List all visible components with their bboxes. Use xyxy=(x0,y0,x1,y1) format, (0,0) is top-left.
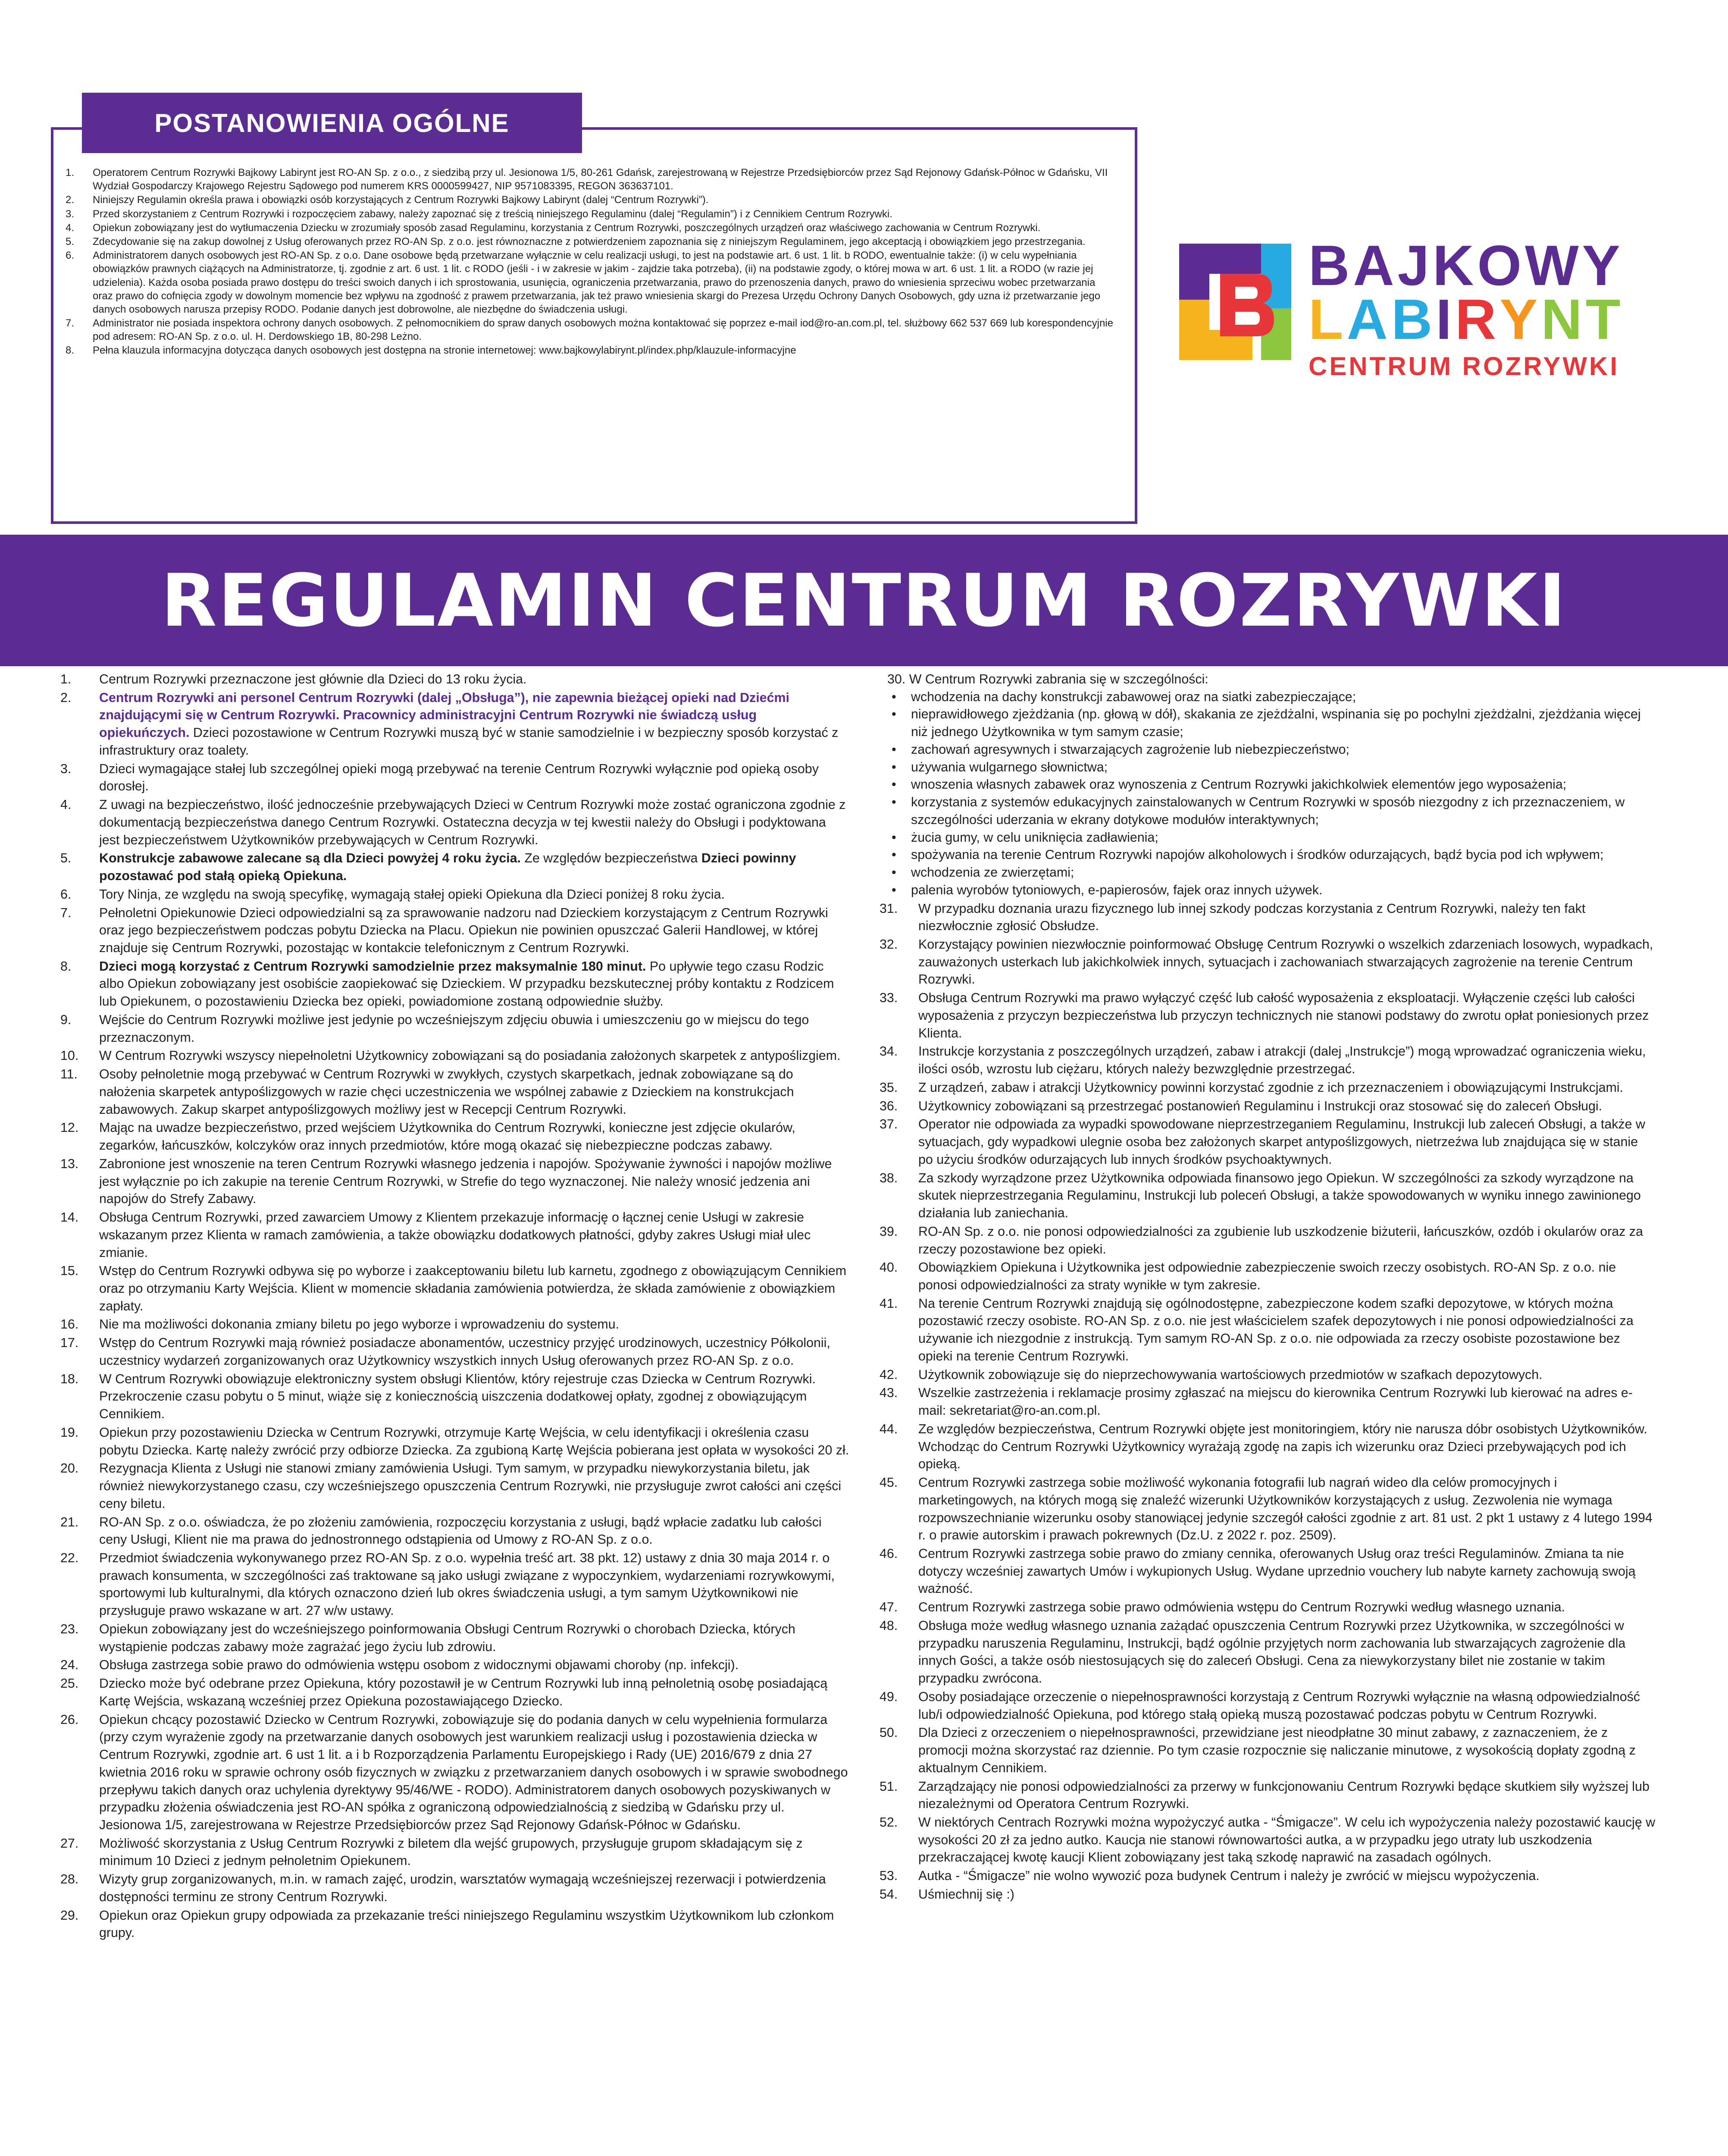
rule-text: RO-AN Sp. z o.o. oświadcza, że po złożeniu zamówienia, rozpoczęciu korzystania z usługi, bądź wpłacie zadatku lub całości ceny Usługi, Klient nie ma prawa do jednostronnego odstąpienia od Umowy z RO-AN Sp. z o.o. xyxy=(99,1514,822,1547)
rule-number: 46. xyxy=(880,1546,898,1561)
rule-text: Wszelkie zastrzeżenia i reklamacje prosimy zgłaszać na miejscu do kierownika Centrum Rozrywki lub kierować na adres e-mail: sekretariat@ro-an.com.pl. xyxy=(918,1385,1633,1418)
rule-text: W niektórych Centrach Rozrywki można wypożyczyć autka - “Śmigacze”. W celu ich wypożyczenia należy pozostawić kaucję w wysokości 20 zł za jedno autko. Kaucja nie stanowi równowartości autka, a w przypadku jego utraty lub uszkodzenia przekraczającej kwotę kaucji Klient zobowiązany jest taką szkodę naprawić na zasadach ogólnych. xyxy=(918,1815,1656,1865)
rule-item xyxy=(60,886,849,903)
rule-number: 40. xyxy=(880,1260,898,1275)
general-provision-item xyxy=(56,235,1117,248)
rule-item xyxy=(880,1079,1656,1097)
rule-item xyxy=(60,1514,849,1548)
rule-item xyxy=(880,1420,1656,1473)
rule-item xyxy=(880,1778,1656,1813)
rule-text: Użytkownicy zobowiązani są przestrzegać postanowień Regulaminu i Instrukcji oraz stosować się do zaleceń Obsługi. xyxy=(918,1098,1603,1113)
bullet-icon: • xyxy=(892,882,896,897)
rule-item xyxy=(880,1097,1656,1115)
rule-number: 38. xyxy=(880,1170,898,1185)
rule-number: 36. xyxy=(880,1098,898,1113)
prohibition-text: palenia wyrobów tytoniowych, e-papierosów, fajek oraz innych używek. xyxy=(911,882,1323,897)
rule-text: Możliwość skorzystania z Usług Centrum Rozrywki z biletem dla wejść grupowych, przysługuje grupom składającym się z minimum 10 Dzieci z jednym pełnoletnim Opiekunem. xyxy=(99,1836,803,1868)
rule-number: 45. xyxy=(880,1475,898,1490)
rule-text: Zabronione jest wnoszenie na teren Centrum Rozrywki własnego jedzenia i napojów. Spożywanie żywności i napojów możliwe jest wyłącznie po ich zakupie na terenie Centrum Rozrywki, w Strefie do tego wyznaczonej. Nie należy wnosić jedzenia ani napojów do Strefy Zabawy. xyxy=(99,1156,832,1206)
logo-letter: R xyxy=(1455,288,1500,351)
rule-number: 5. xyxy=(60,851,72,866)
rule-text: Dzieci mogą korzystać z Centrum Rozrywki samodzielnie przez maksymalnie 180 minut. xyxy=(99,959,646,974)
bullet-icon: • xyxy=(892,707,896,722)
rules-left-column xyxy=(60,671,849,1943)
prohibition-text: zachowań agresywnych i stwarzających zagrożenie lub niebezpieczeństwo; xyxy=(911,742,1349,757)
rule-text: Centrum Rozrywki ani personel Centrum Rozrywki (dalej „Obsługa”), nie zapewnia bieżącej opieki nad Dziećmi znajdującymi się w Centrum Rozrywki. Pracownicy administracyjni Centrum Rozrywki nie świadczą usług opiekuńczych. xyxy=(99,690,789,740)
general-provisions-heading: POSTANOWIENIA OGÓLNE xyxy=(82,93,582,153)
rule-text: Konstrukcje zabawowe zalecane są dla Dzieci powyżej 4 roku życia. xyxy=(99,851,521,866)
rule-number: 17. xyxy=(60,1335,79,1351)
rule-item xyxy=(880,1545,1656,1598)
rule-item xyxy=(60,1209,849,1261)
rule-item xyxy=(60,1262,849,1315)
logo-letter: I xyxy=(1436,288,1455,351)
rule-text: Opiekun chcący pozostawić Dziecko w Centrum Rozrywki, zobowiązuje się do podania danych w celu wypełnienia formularza (przy czym wyrażenie zgody na przetwarzanie danych osobowych jest warunkiem realizacji usług i pozostawienia dziecka w Centrum Rozrywki, zgodnie art. 6 ust 1 lit. a i b Rozporządzenia Parlamentu Europejskiego i Rady (UE) 2016/679 z dnia 27 kwietnia 2016 roku w sprawie ochrony osób fizycznych w związku z przetwarzaniem danych osobowych i w sprawie swobodnego przepływu takich danych oraz uchylenia dyrektywy 95/46/WE - RODO). Administratorem danych osobowych pozyskiwanych w przypadku złożenia oświadczenia jest RO-AN spółka z ograniczoną odpowiedzialnością z siedzibą w Gdańsku przy ul. Jesionowa 1/5, zarejestrowana w Rejestrze Przedsiębiorców przez Sąd Rejonowy Gdańsk-Północ w Gdańsku. xyxy=(99,1712,848,1832)
logo-letter: L xyxy=(1309,288,1347,351)
rule-text: Na terenie Centrum Rozrywki znajdują się ogólnodostępne, zabezpieczone kodem szafki depozytowe, w których można pozostawić rzeczy osobiste. RO-AN Sp. z o.o. nie jest właścicielem szafek depozytowych i nie ponosi odpowiedzialności za używanie ich niezgodnie z instrukcją. Tym samym RO-AN Sp. z o.o. nie odpowiada za rzeczy osobiste pozostawione bez opieki na terenie Centrum Rozrywki. xyxy=(918,1296,1634,1363)
rule-text: Po upływie tego czasu Rodzic albo Opiekun zobowiązany jest osobiście zaopiekować się Dzieckiem. W przypadku bezskutecznej próby kontaktu z Rodzicem lub Opiekunem, o pozostawieniu Dziecka bez opieki, powiadomione zostaną odpowiednie służby. xyxy=(99,959,834,1009)
rule-item xyxy=(60,958,849,1010)
rule-number: 41. xyxy=(880,1296,898,1311)
rule-number: 18. xyxy=(60,1371,79,1386)
rule-text: Ze względów bezpieczeństwa, Centrum Rozrywki objęte jest monitoringiem, który nie narusza dóbr osobistych Użytkowników. Wchodząc do Centrum Rozrywki Użytkownicy wyrażają zgodę na zapis ich wizerunku oraz Dzieci przebywających pod ich opieką. xyxy=(918,1421,1647,1472)
item-number: 7. xyxy=(66,317,75,329)
rule-item xyxy=(880,1886,1656,1903)
general-provision-item xyxy=(56,221,1117,235)
rule-text: W przypadku doznania urazu fizycznego lub innej szkody podczas korzystania z Centrum Rozrywki, należy ten fakt niezwłocznie zgłosić Obsłudze. xyxy=(918,901,1586,934)
prohibition-text: wnoszenia własnych zabawek oraz wynoszenia z Centrum Rozrywki jakichkolwiek elementów jego wyposażenia; xyxy=(911,777,1567,792)
item-number: 3. xyxy=(66,208,75,220)
item-text: Przed skorzystaniem z Centrum Rozrywki i rozpoczęciem zabawy, należy zapoznać się z treścią niniejszego Regulaminu (dalej “Regulamin”) i z Cennikiem Centrum Rozrywki. xyxy=(93,208,892,220)
prohibition-text: korzystania z systemów edukacyjnych zainstalowanych w Centrum Rozrywki w sposób niezgodny z ich przeznaczeniem, w szczególności uderzania w ekrany dotykowe modułów interaktywnych; xyxy=(911,795,1625,827)
rule-item xyxy=(880,1867,1656,1885)
general-provision-item xyxy=(56,249,1117,316)
rule-number: 14. xyxy=(60,1210,79,1225)
rule-number: 49. xyxy=(880,1689,898,1704)
rule-number: 19. xyxy=(60,1425,79,1440)
rule-text: Zarządzający nie ponosi odpowiedzialności za przerwy w funkcjonowaniu Centrum Rozrywki będące skutkiem siły wyższej lub niezależnymi od Operatora Centrum Rozrywki. xyxy=(918,1779,1650,1811)
page-title: REGULAMIN CENTRUM ROZRYWKI xyxy=(161,558,1567,643)
logo-word-centrum-rozrywki: CENTRUM ROZRYWKI xyxy=(1309,352,1620,381)
rule-item xyxy=(60,1460,849,1512)
prohibition-text: wchodzenia ze zwierzętami; xyxy=(911,865,1074,880)
rule-text: W Centrum Rozrywki wszyscy niepełnoletni Użytkownicy zobowiązani są do posiadania założonych skarpetek z antypoślizgiem. xyxy=(99,1048,841,1063)
rule-number: 7. xyxy=(60,905,72,920)
prohibition-text: wchodzenia na dachy konstrukcji zabawowej oraz na siatki zabezpieczające; xyxy=(911,689,1356,704)
rule-item xyxy=(60,1907,849,1942)
rule-text: Z uwagi na bezpieczeństwo, ilość jednocześnie przebywających Dzieci w Centrum Rozrywki może zostać ograniczona zgodnie z dokumentacją bezpieczeństwa danego Centrum Rozrywki. Ostateczna decyzja w tej kwestii należy do Obsługi i podyktowana jest bezpieczeństwem Użytkowników przebywających w Centrum Rozrywki. xyxy=(99,797,846,847)
rule-item xyxy=(880,1724,1656,1777)
rule-number: 39. xyxy=(880,1224,898,1239)
rule-text: Uśmiechnij się :) xyxy=(918,1887,1014,1902)
rule-item xyxy=(880,1474,1656,1544)
rule-item xyxy=(60,671,849,688)
rule-number: 44. xyxy=(880,1421,898,1436)
rule-item xyxy=(60,1549,849,1620)
prohibitions-list xyxy=(887,688,1656,899)
rule-number: 48. xyxy=(880,1618,898,1633)
bullet-icon: • xyxy=(892,759,896,774)
rule-item xyxy=(60,1119,849,1154)
logo-letter: N xyxy=(1541,288,1586,351)
rule-item xyxy=(60,796,849,849)
rule-item xyxy=(60,1047,849,1065)
rule-number: 32. xyxy=(880,937,898,952)
rule-item xyxy=(880,1688,1656,1723)
rule-text: Dzieci powinny pozostawać pod stałą opieką Opiekuna. xyxy=(99,851,796,884)
rule-item xyxy=(880,989,1656,1042)
rule-number: 33. xyxy=(880,990,898,1006)
rule-number: 21. xyxy=(60,1514,79,1529)
bullet-icon: • xyxy=(892,742,896,757)
rule-number: 34. xyxy=(880,1044,898,1059)
rule-item xyxy=(880,1295,1656,1365)
rule-number: 28. xyxy=(60,1872,79,1887)
bullet-icon: • xyxy=(892,795,896,810)
rule-number: 15. xyxy=(60,1263,79,1279)
rule-text: Mając na uwadze bezpieczeństwo, przed wejściem Użytkownika do Centrum Rozrywki, konieczne jest zdjęcie okularów, zegarków, łańcuszków, kolczyków oraz innych przedmiotów, które mogą okazać się niebezpieczne podczas zabawy. xyxy=(99,1120,795,1153)
general-provision-item xyxy=(56,193,1117,207)
rule-text: Dzieci wymagające stałej lub szczególnej opieki mogą przebywać na terenie Centrum Rozrywki wyłącznie pod opieką osoby dorosłej. xyxy=(99,761,819,794)
rule-text: Wejście do Centrum Rozrywki możliwe jest jedynie po wcześniejszym zdjęciu obuwia i umieszczeniu go w miejscu do tego przeznaczonym. xyxy=(99,1012,809,1045)
rule-item xyxy=(880,1043,1656,1078)
rule-text: Opiekun zobowiązany jest do wcześniejszego poinformowania Obsługi Centrum Rozrywki o chorobach Dziecka, których wystąpienie podczas zabawy może zagrażać jego życiu lub zdrowiu. xyxy=(99,1621,795,1654)
rule-text: Obsługa Centrum Rozrywki, przed zawarciem Umowy z Klientem przekazuje informację o łącznej cenie Usługi w zakresie wskazanym przez Klienta w ramach zamówienia, a także obowiązku dodatkowych płatności, gdyby zakres Usługi miał ulec zmianie. xyxy=(99,1210,811,1260)
rule-text: Korzystający powinien niezwłocznie poinformować Obsługę Centrum Rozrywki o wszelkich zdarzeniach losowych, wypadkach, zauważonych usterkach lub jakichkolwiek innych, sytuacjach i zachowaniach stwarzających zagrożenie na terenie Centrum Rozrywki. xyxy=(918,937,1653,987)
bullet-icon: • xyxy=(892,847,896,862)
rule-item xyxy=(880,1598,1656,1616)
logo-letter: Y xyxy=(1499,288,1541,351)
bullet-icon: • xyxy=(892,689,896,704)
rule-number: 24. xyxy=(60,1658,79,1673)
prohibitions-intro: 30. W Centrum Rozrywki zabrania się w szczególności: • wchodzenia na dachy konstrukcji zabawowej oraz na siatki zabezpieczające; • nieprawidłowego zjeżdżania (np. głową w dół), skakania ze zjeżdżalni, wspinania się po pochylni zjeżdżalni, zjeżdżania więcej niż jednego Użytkownika w tym samym czasie; • zachowań agresywnych i stwarzających zagrożenie lub niebezpieczeństwo; • używania wulgarnego słownictwa; • wnoszenia własnych zabawek oraz wynoszenia z Centrum Rozrywki jakichkolwiek elementów jego wyposażenia; • korzystania z systemów edukacyjnych zainstalowanych w Centrum Rozrywki w sposób niezgodny z ich przeznaczeniem, w szczególności uderzania w ekrany dotykowe modułów interaktywnych; • żucia gumy, w celu uniknięcia zadławienia; • spożywania na terenie Centrum Rozrywki napojów alkoholowych i środków odurzających, bądź bycia pod ich wpływem; • wchodzenia ze zwierzętami; • palenia wyrobów tytoniowych, e-papierosów, fajek oraz innych używek. xyxy=(880,671,1656,899)
item-number: 1. xyxy=(66,167,75,179)
item-text: Pełna klauzula informacyjna dotycząca danych osobowych jest dostępna na stronie internetowej: www.bajkowylabirynt.pl/index.php/klauzule-informacyjne xyxy=(93,345,796,357)
rule-number: 25. xyxy=(60,1676,79,1691)
rule-text: Tory Ninja, ze względu na swoją specyfikę, wymagają stałej opieki Opiekuna dla Dzieci poniżej 8 roku życia. xyxy=(99,887,725,902)
rule-text: RO-AN Sp. z o.o. nie ponosi odpowiedzialności za zgubienie lub uszkodzenie biżuterii, łańcuszków, ozdób i okularów oraz za rzeczy pozostawione bez opieki. xyxy=(918,1224,1643,1257)
prohibition-item xyxy=(887,846,1656,864)
rule-text: Autka - “Śmigacze” nie wolno wywozić poza budynek Centrum i należy je zwrócić w miejscu wypożyczenia. xyxy=(918,1868,1540,1883)
rule-number: 53. xyxy=(880,1868,898,1883)
rule-item xyxy=(60,904,849,957)
rule-number: 31. xyxy=(880,901,898,916)
rule-item xyxy=(60,1424,849,1459)
bullet-icon: • xyxy=(892,777,896,792)
rule-number: 16. xyxy=(60,1317,79,1332)
rule-item xyxy=(60,1835,849,1870)
rule-text: Obowiązkiem Opiekuna i Użytkownika jest odpowiednie zabezpieczenie swoich rzeczy osobistych. RO-AN Sp. z o.o. nie ponosi odpowiedzialności za straty wynikłe w tym zakresie. xyxy=(918,1260,1616,1292)
logo-letter: T xyxy=(1585,288,1624,351)
rule-item xyxy=(880,1169,1656,1222)
rule-text: Dziecko może być odebrane przez Opiekuna, który pozostawił je w Centrum Rozrywki lub inną pełnoletnią osobę posiadającą Kartę Wejścia, wskazaną wcześniej przez Opiekuna pozostawiającego Dziecko. xyxy=(99,1676,828,1708)
rule-text: Dzieci pozostawione w Centrum Rozrywki muszą być w stanie samodzielnie i w bezpieczny sposób korzystać z infrastruktury oraz toalety. xyxy=(99,725,839,758)
rule-number: 22. xyxy=(60,1550,79,1565)
rule-number: 26. xyxy=(60,1712,79,1727)
rule-number: 35. xyxy=(880,1080,898,1095)
rule-text: Osoby pełnoletnie mogą przebywać w Centrum Rozrywki w zwykłych, czystych skarpetkach, jednak zobowiązane są do nałożenia skarpetek antypoślizgowych w razie chęci uczestniczenia we wspólnej zabawie z Dzieckiem na konstrukcjach zabawowych. Zakup skarpet antypoślizgowych możliwy jest w Recepcji Centrum Rozrywki. xyxy=(99,1067,794,1117)
item-number: 6. xyxy=(66,250,75,262)
logo-word-bajkowy: BAJKOWY xyxy=(1309,234,1624,297)
bullet-icon: • xyxy=(892,830,896,845)
rule-number: 10. xyxy=(60,1048,79,1063)
title-band xyxy=(0,535,1728,666)
rule-text: Ze względów bezpieczeństwa xyxy=(520,851,701,866)
prohibition-item xyxy=(887,758,1656,776)
rule-item xyxy=(60,1871,849,1905)
rule-item xyxy=(60,1370,849,1423)
rule-text: Centrum Rozrywki zastrzega sobie prawo do zmiany cennika, oferowanych Usług oraz treści Regulaminów. Zmiana ta nie dotyczy wcześniej zawartych Umów i wykupionych Usług. Wydane uprzednio vouchery lub nabyte karnety zachowują swoją ważność. xyxy=(918,1546,1636,1596)
rule-number: 3. xyxy=(60,761,72,776)
rule-item xyxy=(60,760,849,795)
rule-item xyxy=(880,1116,1656,1168)
rule-number: 52. xyxy=(880,1815,898,1830)
general-provision-item xyxy=(56,207,1117,221)
prohibition-item xyxy=(887,881,1656,899)
prohibition-text: używania wulgarnego słownictwa; xyxy=(911,759,1108,774)
item-text: Administratorem danych osobowych jest RO-AN Sp. z o.o. Dane osobowe będą przetwarzane wyłącznie w celu realizacji usługi, to jest na podstawie art. 6 ust. 1 lit. b RODO, ewentualnie także: (i) w celu wypełniania obowiązków prawnych ciążących na Administratorze, tj. zgodnie z art. 6 ust. 1 lit. c RODO (jeśli - i w zakresie w jakim - zajdzie taka potrzeba), (ii) na podstawie zgody, o której mowa w art. 6 ust. 1 lit. a RODO (w razie jej udzielenia). Każda osoba posiada prawo dostępu do treści swoich danych i ich sprostowania, usunięcia, ograniczenia przetwarzania, prawo do przenoszenia danych, prawo do wniesienia sprzeciwu wobec przetwarzania oraz prawo do cofnięcia zgody w dowolnym momencie bez wpływu na zgodność z prawem przetwarzania, jak też prawo wniesienia skargi do Prezesa Urzędu Ochrony Danych Osobowych, gdy uzna iż przetwarzanie jego danych osobowych narusza przepisy RODO. Podanie danych jest dobrowolne, ale niezbędne do świadczenia usługi. xyxy=(93,250,1101,315)
rule-text: Użytkownik zobowiązuje się do nieprzechowywania wartościowych przedmiotów w szafkach depozytowych. xyxy=(918,1367,1543,1382)
rule-text: Opiekun przy pozostawieniu Dziecka w Centrum Rozrywki, otrzymuje Kartę Wejścia, w celu identyfikacji i określenia czasu pobytu Dziecka. Kartę należy zwrócić przy odbiorze Dziecka. Za zgubioną Kartę Wejścia pobierana jest opłata w wysokości 20 zł. xyxy=(99,1425,849,1457)
rule-number: 23. xyxy=(60,1621,79,1636)
general-provision-item xyxy=(56,317,1117,343)
item-text: Zdecydowanie się na zakup dowolnej z Usług oferowanych przez RO-AN Sp. z o.o. jest równoznaczne z potwierdzeniem zapoznania się z niniejszym Regulaminem, jego akceptacją i obowiązkiem jego przestrzegania. xyxy=(93,235,1086,248)
rule-number: 4. xyxy=(60,797,72,812)
item-number: 4. xyxy=(66,222,75,234)
rule-item xyxy=(60,689,849,759)
rule-item xyxy=(880,1223,1656,1258)
rule-number: 20. xyxy=(60,1461,79,1476)
rule-item xyxy=(880,1814,1656,1866)
item-number: 2. xyxy=(66,194,75,206)
prohibition-item xyxy=(887,705,1656,740)
rule-number: 51. xyxy=(880,1779,898,1794)
rule-item xyxy=(60,1656,849,1674)
rule-text: Obsługa Centrum Rozrywki ma prawo wyłączyć część lub całość wyposażenia z eksploatacji. Wyłączenie części lub całości wyposażenia z przyczyn bezpieczeństwa lub przyczyn technicznych nie stanowi podstawy do zwrotu opłat poniesionych przez Klienta. xyxy=(918,990,1649,1040)
item-text: Niniejszy Regulamin określa prawa i obowiązki osób korzystających z Centrum Rozrywki Bajkowy Labirynt (dalej “Centrum Rozrywki”). xyxy=(93,194,709,206)
rule-item xyxy=(880,1384,1656,1419)
rule-number: 54. xyxy=(880,1887,898,1902)
rule-text: Obsługa może według własnego uznania zażądać opuszczenia Centrum Rozrywki przez Użytkownika, w szczególności w przypadku naruszenia Regulaminu, Instrukcji, bądź ogólnie przyjętych norm zachowania lub stwarzających zagrożenie dla innych Gości, a także osób niestosujących się do zaleceń Obsługi. Cena za niewykorzystany bilet nie zostanie w takim przypadku zwrócona. xyxy=(918,1618,1626,1686)
prohibition-item xyxy=(887,864,1656,881)
rule-text: Centrum Rozrywki zastrzega sobie prawo odmówienia wstępu do Centrum Rozrywki według własnego uznania. xyxy=(918,1600,1565,1615)
rule-item xyxy=(880,1617,1656,1687)
rule-text: Przedmiot świadczenia wykonywanego przez RO-AN Sp. z o.o. wypełnia treść art. 38 pkt. 12) ustawy z dnia 30 maja 2014 r. o prawach konsumenta, w szczególności zaś traktowane są jako usługi związane z wypoczynkiem, wydarzeniami rozrywkowymi, sportowymi lub kulturalnymi, dla których oznaczono dzień lub okres świadczenia usługi, a tym samym Użytkownikowi nie przysługuje prawo wskazane w art. 27 w/w ustawy. xyxy=(99,1550,835,1618)
rule-text: Opiekun oraz Opiekun grupy odpowiada za przekazanie treści niniejszego Regulaminu wszystkim Użytkownikom lub członkom grupy. xyxy=(99,1908,834,1940)
rule-item xyxy=(60,1316,849,1333)
general-provisions-list xyxy=(56,166,1117,358)
item-text: Opiekun zobowiązany jest do wytłumaczenia Dziecku w zrozumiały sposób zasad Regulaminu, korzystania z Centrum Rozrywki, poszczególnych urządzeń oraz właściwego zachowania w Centrum Rozrywki. xyxy=(93,222,1041,234)
rule-text: Za szkody wyrządzone przez Użytkownika odpowiada finansowo jego Opiekun. W szczególności za szkody wyrządzone na skutek nieprzestrzegania Regulaminu, Instrukcji lub poleceń Obsługi, a także spowodowanych w wyniku innego zawinionego działania lub zaniechania. xyxy=(918,1170,1641,1221)
rule-number: 9. xyxy=(60,1012,72,1027)
rule-text: Pełnoletni Opiekunowie Dzieci odpowiedzialni są za sprawowanie nadzoru nad Dzieckiem korzystającym z Centrum Rozrywki oraz jego bezpieczeństwem podczas pobytu Dziecka na Placu. Opiekun nie powinien opuszczać Galerii Handlowej, w której znajduje się Centrum Rozrywki, pozostając w kontakcie telefonicznym z Centrum Rozrywki. xyxy=(99,905,828,956)
rule-text: Wstęp do Centrum Rozrywki mają również posiadacze abonamentów, uczestnicy przyjęć urodzinowych, uczestnicy Półkolonii, uczestnicy wydarzeń zorganizowanych oraz Użytkownicy wszystkich innych Usług oferowanych przez RO-AN Sp. z o.o. xyxy=(99,1335,830,1368)
logo-mark-icon xyxy=(1179,244,1291,360)
bajkowy-labirynt-logo xyxy=(1179,224,1666,384)
rule-text: W Centrum Rozrywki obowiązuje elektroniczny system obsługi Klientów, który rejestruje czas Dziecka w Centrum Rozrywki. Przekroczenie czasu pobytu o 5 minut, wiąże się z koniecznością uiszczenia dodatkowej opłaty, zgodnej z obowiązującym Cennikiem. xyxy=(99,1371,816,1422)
prohibition-item xyxy=(887,829,1656,846)
logo-letter: A xyxy=(1346,288,1391,351)
rule-number: 8. xyxy=(60,959,72,974)
general-provision-item xyxy=(56,344,1117,357)
general-provision-item xyxy=(56,166,1117,193)
rule-number: 2. xyxy=(60,690,72,705)
rule-number: 42. xyxy=(880,1367,898,1382)
rule-item xyxy=(60,1620,849,1655)
rule-number: 1. xyxy=(60,672,72,686)
rule-item xyxy=(880,1259,1656,1294)
rule-item xyxy=(60,1155,849,1208)
rule-text: Centrum Rozrywki zastrzega sobie możliwość wykonania fotografii lub nagrań wideo dla celów promocyjnych i marketingowych, na których mogą się znaleźć wizerunki Użytkowników korzystających z usług. Zezwolenia nie wymaga rozpowszechnianie wizerunku osoby stanowiącej jedynie szczegół całości zgodnie z art. 81 ust. 2 pkt 1 ustawy z 4 lutego 1994 r. o prawie autorskim i prawach pokrewnych (Dz.U. z 2022 r. poz. 2509). xyxy=(918,1475,1653,1543)
rule-number: 43. xyxy=(880,1385,898,1401)
rule-text: Obsługa zastrzega sobie prawo do odmówienia wstępu osobom z widocznymi objawami choroby (np. infekcji). xyxy=(99,1658,739,1673)
rules-right-column xyxy=(880,671,1656,1904)
rule-item xyxy=(60,849,849,884)
rule-number: 13. xyxy=(60,1156,79,1171)
rule-text: Wstęp do Centrum Rozrywki odbywa się po wyborze i zaakceptowaniu biletu lub karnetu, zgodnego z obowiązującym Cennikiem oraz po otrzymaniu Karty Wejścia. Klient w momencie składania zamówienia potwierdza, że składa zamówienie z obowiązkiem zapłaty. xyxy=(99,1263,847,1313)
item-text: Administrator nie posiada inspektora ochrony danych osobowych. Z pełnomocnikiem do spraw danych osobowych można kontaktować się poprzez e-mail iod@ro-an.com.pl, tel. służbowy 662 537 669 lub korespondencyjnie pod adresem: RO-AN Sp. z o.o. ul. H. Derdowskiego 1B, 80-298 Leżno. xyxy=(93,317,1113,343)
rule-item xyxy=(880,900,1656,935)
rule-text: Nie ma możliwości dokonania zmiany biletu po jego wyborze i wprowadzeniu do systemu. xyxy=(99,1317,620,1332)
prohibition-item xyxy=(887,688,1656,706)
rule-text: Z urządzeń, zabaw i atrakcji Użytkownicy powinni korzystać zgodnie z ich przeznaczeniem i obowiązującymi Instrukcjami. xyxy=(918,1080,1623,1095)
rule-text: Operator nie odpowiada za wypadki spowodowane nieprzestrzeganiem Regulaminu, Instrukcji lub zaleceń Obsługi, a także w sytuacjach, gdy wypadkowi ulegnie osoba bez założonych skarpet antypoślizgowych, nietrzeźwa lub znajdująca się w stanie po użyciu środków odurzających lub innych środków psychoaktywnych. xyxy=(918,1117,1645,1167)
rule-item xyxy=(60,1675,849,1710)
prohibition-item xyxy=(887,776,1656,793)
rule-number: 11. xyxy=(60,1067,78,1082)
logo-letter: B xyxy=(1391,288,1436,351)
item-number: 5. xyxy=(66,235,75,248)
rule-text: Centrum Rozrywki przeznaczone jest głównie dla Dzieci do 13 roku życia. xyxy=(99,672,527,686)
rule-number: 47. xyxy=(880,1600,898,1615)
item-number: 8. xyxy=(66,345,75,357)
rule-item xyxy=(60,1334,849,1369)
rule-number: 12. xyxy=(60,1120,79,1135)
rule-text: Rezygnacja Klienta z Usługi nie stanowi zmiany zamówienia Usługi. Tym samym, w przypadku niewykorzystania biletu, jak również niewykorzystanego czasu, czy wcześniejszego opuszczenia Centrum Rozrywki, nie przysługuje zwrot całości ani części ceny biletu. xyxy=(99,1461,842,1511)
rule-number: 37. xyxy=(880,1117,898,1132)
rule-item xyxy=(880,936,1656,988)
rule-item xyxy=(60,1065,849,1118)
item-text: Operatorem Centrum Rozrywki Bajkowy Labirynt jest RO-AN Sp. z o.o., z siedzibą przy ul. Jesionowa 1/5, 80-261 Gdańsk, zarejestrowaną w Rejestrze Przedsiębiorców przez Sąd Rejonowy Gdańsk-Północ w Gdańsku, VII Wydział Gospodarczy Krajowego Rejestru Sądowego pod numerem KRS 0000599427, NIP 9571083395, REGON 363637101. xyxy=(93,167,1108,192)
rule-number: 29. xyxy=(60,1908,79,1923)
prohibition-text: nieprawidłowego zjeżdżania (np. głową w dół), skakania ze zjeżdżalni, wspinania się po pochylni zjeżdżalni, zjeżdżania więcej niż jednego Użytkownika w tym samym czasie; xyxy=(911,707,1641,740)
rule-number: 27. xyxy=(60,1836,79,1851)
rule-item xyxy=(60,1011,849,1046)
rule-text: Dla Dzieci z orzeczeniem o niepełnosprawności, przewidziane jest nieodpłatne 30 minut zabawy, z zaznaczeniem, że z promocji można skorzystać raz dziennie. Po tym czasie rozpocznie się naliczanie minutowe, z wysokością dopłaty zgodną z aktualnym Cennikiem. xyxy=(918,1725,1636,1775)
prohibition-text: żucia gumy, w celu uniknięcia zadławienia; xyxy=(911,830,1158,845)
rule-item xyxy=(880,1366,1656,1384)
rule-text: Instrukcje korzystania z poszczególnych urządzeń, zabaw i atrakcji (dalej „Instrukcje”) mogą wprowadzać ograniczenia wieku, ilości osób, wzrostu lub ciężaru, których należy bezwzględnie przestrzegać. xyxy=(918,1044,1646,1077)
prohibition-text: spożywania na terenie Centrum Rozrywki napojów alkoholowych i środków odurzających, bądź bycia pod ich wpływem; xyxy=(911,847,1604,862)
rule-text: Osoby posiadające orzeczenie o niepełnosprawności korzystają z Centrum Rozrywki wyłącznie na własną odpowiedzialność lub/i odpowiedzialność Opiekuna, pod którego stałą opieką muszą pozostawać podczas pobytu w Centrum Rozrywki. xyxy=(918,1689,1640,1722)
rule-number: 50. xyxy=(880,1725,898,1740)
logo-word-labirynt xyxy=(1309,288,1624,351)
rule-text: Wizyty grup zorganizowanych, m.in. w ramach zajęć, urodzin, warsztatów wymagają wcześniejszej rezerwacji i potwierdzenia dostępności terminu ze strony Centrum Rozrywki. xyxy=(99,1872,826,1904)
prohibition-item xyxy=(887,793,1656,828)
bullet-icon: • xyxy=(892,865,896,880)
prohibition-item xyxy=(887,741,1656,758)
rule-number: 6. xyxy=(60,887,72,902)
rule-item xyxy=(60,1711,849,1834)
